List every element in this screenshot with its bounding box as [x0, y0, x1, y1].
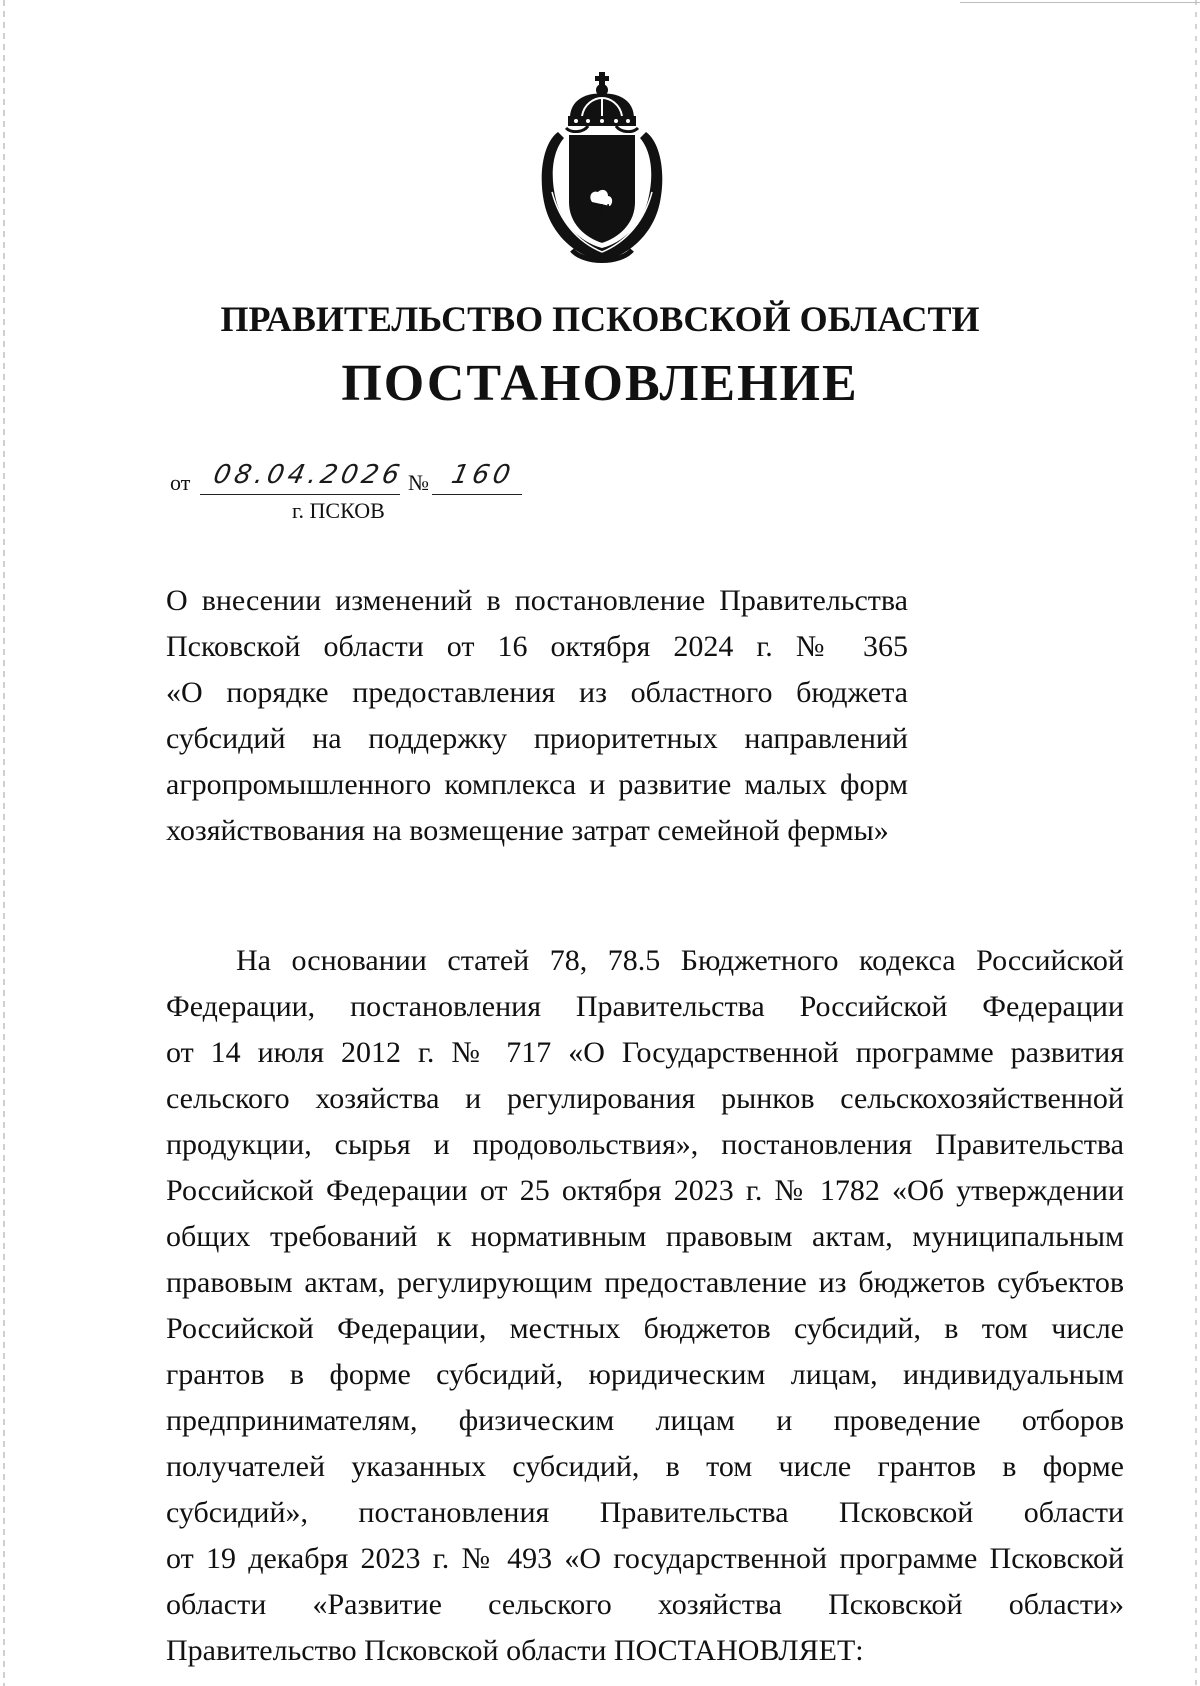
subject-line: субсидий на поддержку приоритетных направлений — [166, 722, 908, 755]
document-type-title: ПОСТАНОВЛЕНИЕ — [341, 355, 859, 412]
body-paragraph — [166, 938, 1124, 1674]
scan-edge-right — [1195, 0, 1197, 1686]
body-line: общих требований к нормативным правовым актам, муниципальным — [166, 1220, 1124, 1253]
date-from-label: от — [170, 470, 191, 495]
body-line: от 14 июля 2012 г. № 717 «О Государственной программе развития — [166, 1036, 1124, 1069]
subject-block — [166, 578, 908, 854]
subject-line: Псковской области от 16 октября 2024 г. № 365 — [166, 630, 908, 663]
scan-edge-left — [3, 0, 5, 1686]
city-label: г. ПСКОВ — [292, 498, 385, 523]
number-field — [432, 460, 522, 495]
body-line: Правительство Псковской области ПОСТАНОВЛЯЕТ: — [166, 1634, 864, 1667]
body-line: Федерации, постановления Правительства Российской Федерации — [166, 990, 1124, 1023]
body-line: правовым актам, регулирующим предоставление из бюджетов субъектов — [166, 1266, 1124, 1299]
handwritten-date: 08.04.2026 — [210, 460, 407, 490]
subject-line: О внесении изменений в постановление Правительства — [166, 584, 908, 617]
date-field — [200, 460, 407, 495]
body-line: продукции, сырья и продовольствия», постановления Правительства — [166, 1128, 1124, 1161]
subject-line: агропромышленного комплекса и развитие малых форм — [166, 768, 908, 801]
coat-of-arms-icon — [532, 72, 672, 268]
scan-edge-top — [960, 2, 1200, 3]
subject-line: хозяйствования на возмещение затрат семейной фермы» — [166, 814, 889, 847]
body-line: области «Развитие сельского хозяйства Псковской области» — [166, 1588, 1124, 1621]
number-label: № — [408, 470, 429, 495]
body-line: грантов в форме субсидий, юридическим лицам, индивидуальным — [166, 1358, 1124, 1391]
body-line: Российской Федерации от 25 октября 2023 г. № 1782 «Об утверждении — [166, 1174, 1124, 1207]
body-line: получателей указанных субсидий, в том числе грантов в форме — [166, 1450, 1124, 1483]
handwritten-number: 160 — [448, 460, 517, 490]
body-line: предпринимателям, физическим лицам и проведение отборов — [166, 1404, 1124, 1437]
subject-line: «О порядке предоставления из областного бюджета — [166, 676, 908, 709]
body-line: субсидий», постановления Правительства Псковской области — [166, 1496, 1124, 1529]
body-line: На основании статей 78, 78.5 Бюджетного кодекса Российской — [236, 944, 1124, 977]
body-line: Российской Федерации, местных бюджетов субсидий, в том числе — [166, 1312, 1124, 1345]
body-line: от 19 декабря 2023 г. № 493 «О государственной программе Псковской — [166, 1542, 1124, 1575]
body-line: сельского хозяйства и регулирования рынков сельскохозяйственной — [166, 1082, 1124, 1115]
organization-title: ПРАВИТЕЛЬСТВО ПСКОВСКОЙ ОБЛАСТИ — [220, 299, 980, 339]
